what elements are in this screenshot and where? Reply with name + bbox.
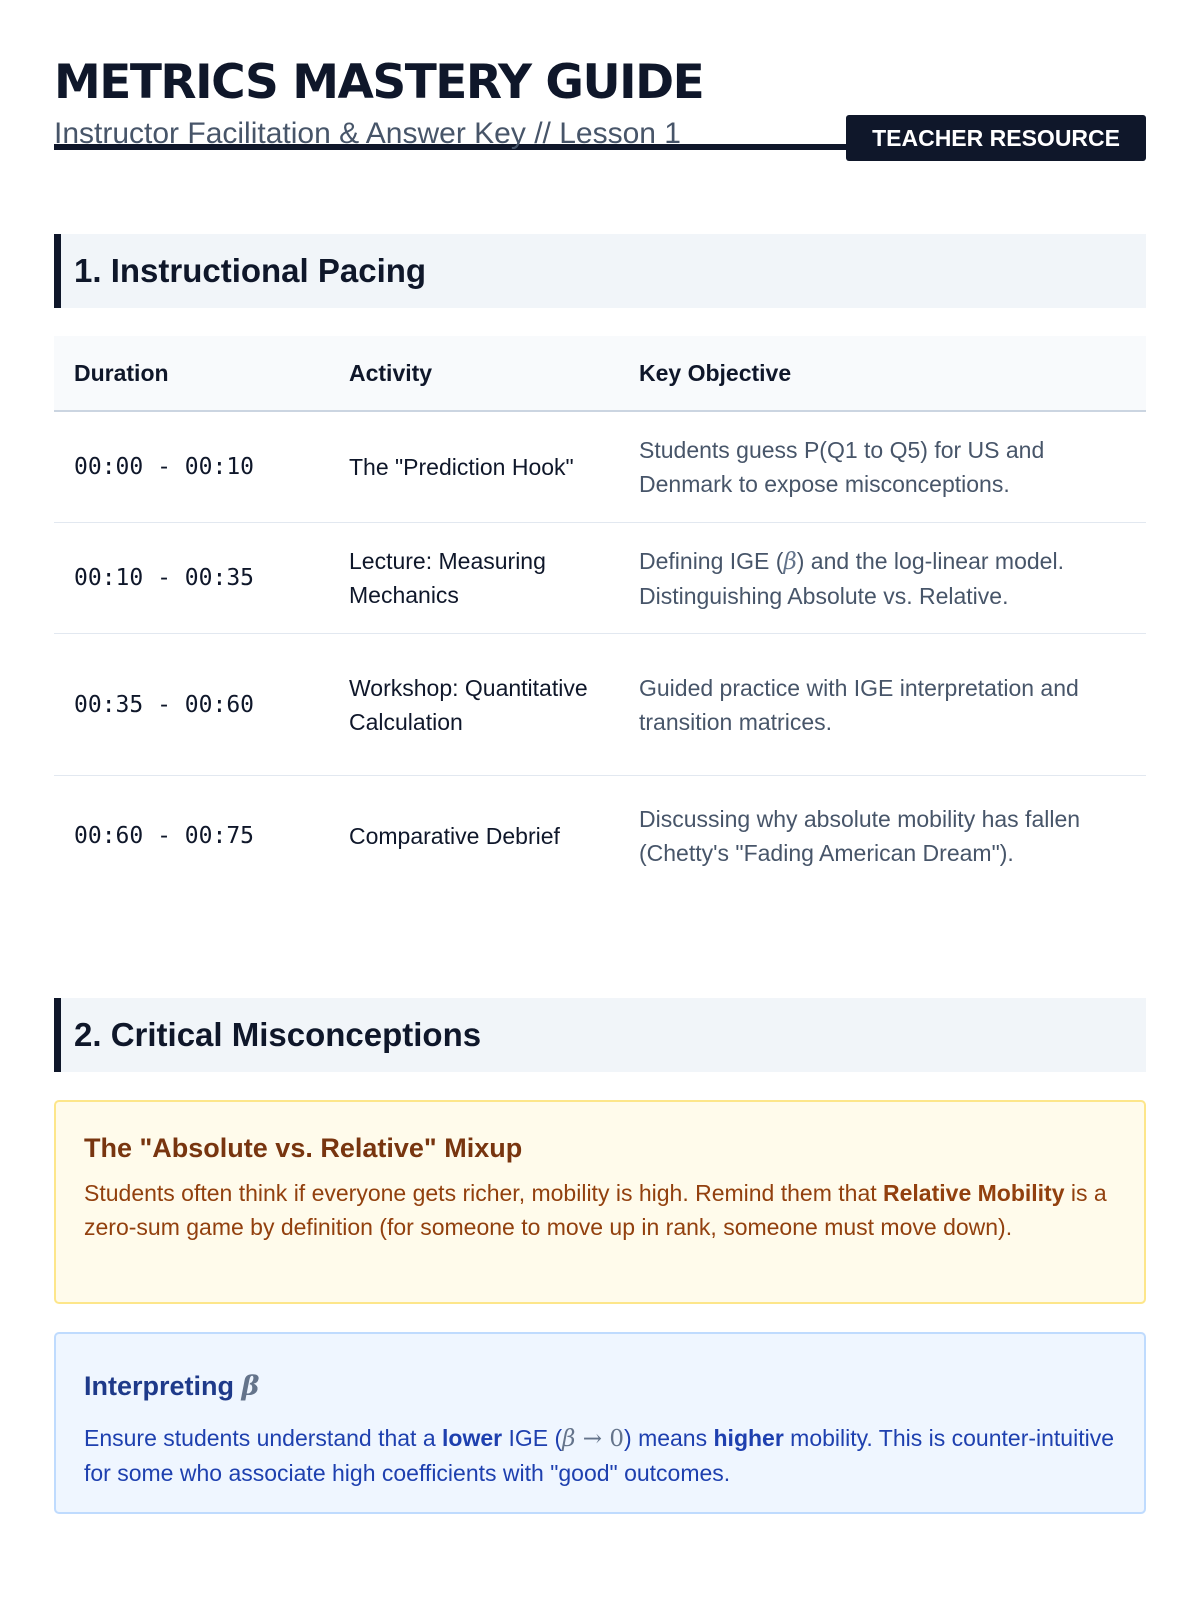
- callout-absolute-relative: [54, 1100, 1146, 1304]
- callout-text-part: Students often think if everyone gets richer, mobility is high. Remind them that: [84, 1180, 884, 1206]
- table-header-row: [54, 336, 1146, 411]
- column-header-activity: Activity: [329, 336, 619, 411]
- objective-cell: [619, 523, 1146, 634]
- duration-cell: 00:00 - 00:10: [54, 411, 329, 523]
- activity-cell: Lecture: Measuring Mechanics: [329, 523, 619, 634]
- callout-interpreting-beta: [54, 1332, 1146, 1514]
- objective-text: ) and the log-linear model. Distinguishing Absolute vs. Relative.: [639, 547, 1064, 609]
- activity-cell: Workshop: Quantitative Calculation: [329, 634, 619, 776]
- teacher-resource-badge: TEACHER RESOURCE: [846, 115, 1146, 161]
- beta-symbol: β: [562, 1426, 576, 1452]
- objective-cell: Students guess P(Q1 to Q5) for US and Denmark to expose misconceptions.: [619, 411, 1146, 523]
- column-header-objective: Key Objective: [619, 336, 1146, 411]
- activity-cell: The "Prediction Hook": [329, 411, 619, 523]
- callout-text-part: Ensure students understand that a: [84, 1425, 443, 1451]
- objective-cell: Discussing why absolute mobility has fallen (Chetty's "Fading American Dream").: [639, 806, 1081, 866]
- callout-title: [84, 1368, 1116, 1405]
- page-title: METRICS MASTERY GUIDE: [54, 55, 704, 110]
- section-heading-pacing: 1. Instructional Pacing: [54, 234, 1146, 308]
- duration-cell: 00:10 - 00:35: [54, 523, 329, 634]
- beta-symbol: β: [783, 548, 797, 575]
- callout-title: The "Absolute vs. Relative" Mixup: [84, 1133, 523, 1163]
- objective-cell: Guided practice with IGE interpretation and transition matrices.: [619, 634, 1146, 776]
- callout-title-text: Interpreting: [84, 1371, 242, 1401]
- activity-cell: Comparative Debrief: [349, 823, 560, 849]
- arrow-symbol: →: [575, 1426, 610, 1452]
- table-row: [54, 411, 1146, 523]
- document-header: [54, 0, 1146, 150]
- callout-text-part: is a zero-sum game by definition (for someone to move up in rank, someone must move down).: [84, 1180, 1107, 1240]
- zero-symbol: 0: [609, 1426, 625, 1452]
- callout-text-part: ) means: [624, 1425, 714, 1451]
- beta-symbol: β: [241, 1371, 260, 1402]
- table-row: [54, 634, 1146, 776]
- callout-text-part: mobility. This is counter-intuitive for some who associate high coefficients with "good" outcomes.: [84, 1425, 1114, 1486]
- section-heading-misconceptions: 2. Critical Misconceptions: [54, 998, 1146, 1072]
- duration-cell: 00:60 - 00:75: [74, 823, 255, 849]
- table-row: [54, 776, 1146, 897]
- callout-text: [84, 1176, 1116, 1244]
- page-subtitle: Instructor Facilitation & Answer Key // Lesson 1: [54, 117, 681, 150]
- pacing-table: [54, 336, 1146, 896]
- callout-emphasis: Relative Mobility: [883, 1180, 1065, 1206]
- table-row: [54, 523, 1146, 634]
- callout-emphasis: higher: [713, 1425, 784, 1451]
- callout-text: [84, 1421, 1116, 1490]
- column-header-duration: Duration: [54, 336, 329, 411]
- callout-text-part: IGE (: [502, 1425, 563, 1451]
- duration-cell: 00:35 - 00:60: [54, 634, 329, 776]
- objective-text: Defining IGE (: [639, 547, 784, 574]
- callout-emphasis: lower: [442, 1425, 503, 1451]
